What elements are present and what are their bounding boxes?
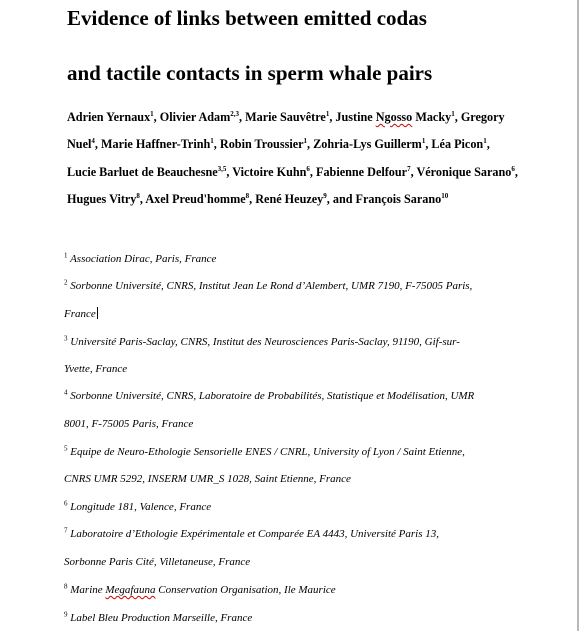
affiliation-number: 6 <box>64 499 68 508</box>
author-affiliation-marker: 1 <box>150 109 154 118</box>
author-affiliation-marker: 1 <box>210 136 214 145</box>
paper-title-line-2: and tactile contacts in sperm whale pairs <box>67 61 433 85</box>
author-line-2 <box>67 137 490 151</box>
author-name: Adrien Yernaux <box>67 110 151 124</box>
affiliation-text: Sorbonne Paris Cité, Villetaneuse, France <box>64 556 251 568</box>
affiliation-text: Université Paris-Saclay, CNRS, Institut des Neurosciences Paris-Saclay, 91190, Gif-sur- <box>70 336 460 348</box>
affiliation-7-continued <box>64 555 250 569</box>
affiliation-text: Association Dirac, Paris, France <box>70 253 217 265</box>
author-name: , René Heuzey <box>249 192 324 206</box>
author-affiliation-marker: 6 <box>306 164 310 173</box>
author-name: , Léa Picon <box>425 137 484 151</box>
affiliation-9 <box>64 611 252 625</box>
affiliation-number: 3 <box>64 334 68 343</box>
affiliation-text: Conservation Organisation, Ile Maurice <box>155 584 336 596</box>
author-name: , Fabienne Delfour <box>309 165 408 179</box>
author-affiliation-marker: 1 <box>325 109 330 118</box>
author-affiliation-marker: 6 <box>511 164 515 173</box>
author-affiliation-marker: 1 <box>303 136 308 145</box>
author-affiliation-marker: 4 <box>91 136 95 145</box>
author-line-4 <box>67 192 448 206</box>
affiliation-text: Marine <box>70 584 106 596</box>
affiliation-1 <box>64 252 216 266</box>
author-affiliation-marker: 9 <box>323 191 327 200</box>
author-name: Lucie Barluet de Beauchesne <box>67 165 218 179</box>
author-affiliation-marker: 1 <box>421 136 426 145</box>
affiliation-4 <box>64 389 474 403</box>
text-cursor <box>97 307 98 319</box>
author-name: , Victoire Kuhn <box>226 165 307 179</box>
affiliation-2-continued[interactable] <box>64 307 98 321</box>
author-affiliation-marker: 1 <box>483 136 487 145</box>
spellcheck-flagged-word[interactable]: Ngosso <box>375 110 413 124</box>
author-affiliation-marker: 8 <box>136 191 140 200</box>
affiliation-8 <box>64 583 336 597</box>
author-name: , Marie Sauvêtre <box>239 110 326 124</box>
affiliation-number: 1 <box>64 251 68 260</box>
affiliation-text: Sorbonne Université, CNRS, Laboratoire de Probabilités, Statistique et Modélisation, UMR <box>70 390 475 402</box>
author-line-1 <box>67 110 505 124</box>
author-separator: , <box>514 165 518 179</box>
author-name: , Véronique Sarano <box>410 165 512 179</box>
author-name: , Zohria-Lys Guillerm <box>307 137 422 151</box>
author-affiliation-marker: 8 <box>245 191 250 200</box>
author-line-3 <box>67 165 518 179</box>
affiliation-text: Label Bleu Production Marseille, France <box>70 612 253 624</box>
spellcheck-flagged-word[interactable]: Megafauna <box>105 584 156 596</box>
affiliation-text: 8001, F-75005 Paris, France <box>64 418 194 430</box>
affiliation-number: 8 <box>64 582 68 591</box>
author-name: , and François Sarano <box>326 192 442 206</box>
author-name: , Axel Preud'homme <box>139 192 246 206</box>
affiliation-2 <box>64 279 472 293</box>
author-name: Nuel <box>67 137 92 151</box>
affiliation-number: 4 <box>64 388 68 397</box>
affiliation-text: Sorbonne Université, CNRS, Institut Jean Le Rond d’Alembert, UMR 7190, F-75005 Paris, <box>70 280 473 292</box>
affiliation-number: 5 <box>64 444 68 453</box>
paper-title-line-1: Evidence of links between emitted codas <box>67 6 427 30</box>
affiliation-text: Yvette, France <box>64 363 128 375</box>
author-name: , Gregory <box>454 110 505 124</box>
affiliation-number: 9 <box>64 610 68 619</box>
author-affiliation-marker: 1 <box>451 109 455 118</box>
affiliation-text: CNRS UMR 5292, INSERM UMR_S 1028, Saint Etienne, France <box>64 473 351 485</box>
author-affiliation-marker: 7 <box>407 164 411 173</box>
author-affiliation-marker: 2,3 <box>230 109 240 118</box>
affiliation-3-continued <box>64 362 127 376</box>
affiliation-text: Laboratoire d’Ethologie Expérimentale et Comparée EA 4443, Université Paris 13, <box>70 528 440 540</box>
affiliation-3 <box>64 335 460 349</box>
affiliation-4-continued <box>64 417 193 431</box>
author-name: Hugues Vitry <box>67 192 137 206</box>
affiliation-7 <box>64 527 439 541</box>
affiliation-5 <box>64 445 465 459</box>
affiliation-number: 2 <box>64 278 68 287</box>
author-name: , Olivier Adam <box>153 110 231 124</box>
author-name: , Marie Haffner-Trinh <box>94 137 211 151</box>
affiliation-text: Longitude 181, Valence, France <box>70 501 212 513</box>
affiliation-number: 7 <box>64 526 68 535</box>
affiliation-6 <box>64 500 211 514</box>
author-affiliation-marker: 10 <box>441 191 449 200</box>
author-name: , Robin Troussier <box>213 137 304 151</box>
author-separator: , <box>486 137 490 151</box>
affiliation-5-continued <box>64 472 351 486</box>
author-name: Macky <box>412 110 452 124</box>
affiliation-text: France <box>64 308 96 320</box>
author-affiliation-marker: 3,5 <box>217 164 227 173</box>
affiliation-text: Equipe de Neuro-Ethologie Sensorielle ENES / CNRL, University of Lyon / Saint Etienne, <box>70 446 465 458</box>
author-name: , Justine <box>329 110 376 124</box>
